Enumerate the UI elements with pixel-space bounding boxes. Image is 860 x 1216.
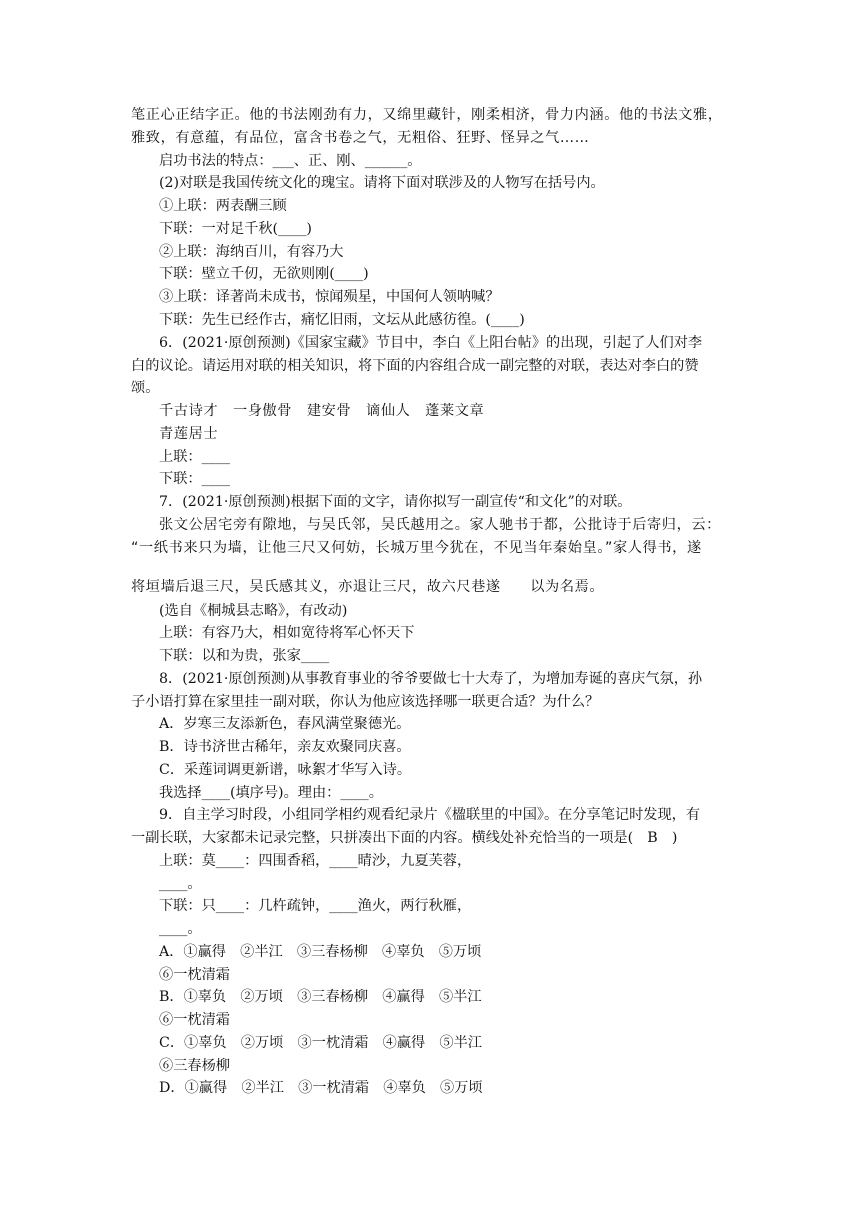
option-c: C．①辜负 ②万顷 ③一枕清霜 ④赢得 ⑤半江: [159, 1035, 482, 1051]
question-9-text: 9．自主学习时段，小组同学相约观看纪录片《楹联里的中国》。在分享笔记时发现，有: [159, 807, 701, 823]
couplet-line: ①上联：两表酬三顾: [159, 198, 287, 214]
passage-line: 雅致，有意蕴，有品位，富含书卷之气，无粗俗、狂野、怪异之气……: [131, 130, 590, 146]
option-c: C．采莲词调更新谱，咏絮才华写入诗。: [159, 762, 412, 778]
couplet-line: ____。: [159, 921, 202, 937]
couplet-line: 上联：有容乃大，相如宽待将军心怀天下: [159, 625, 415, 641]
couplet-line: 下联：壁立千仞，无欲则刚(____): [159, 266, 369, 282]
question-6-text: 颂。: [131, 380, 160, 396]
couplet-line: ____。: [159, 876, 202, 892]
source-note: (选自《桐城县志略》，有改动): [159, 603, 348, 619]
question-6-text: 白的议论。请运用对联的相关知识，将下面的内容组合成一副完整的对联，表达对李白的赞: [131, 358, 699, 374]
option-b: ⑥一枕清霜: [159, 1012, 230, 1028]
couplet-line: ②上联：海纳百川，有容乃大: [159, 244, 344, 260]
passage-line: 将垣墙后退三尺，吴氏感其义，亦退让三尺，故六尺巷遂 以为名焉。: [131, 579, 605, 595]
word-bank: 青莲居士: [159, 426, 219, 442]
passage-line: 张文公居宅旁有隙地，与吴氏邻，吴氏越用之。家人驰书于都，公批诗于后寄归，云：: [159, 517, 721, 533]
option-a: A．①赢得 ②半江 ③三春杨柳 ④辜负 ⑤万顷: [159, 944, 482, 960]
question-9-text: 一副长联，大家都未记录完整，只拼凑出下面的内容。横线处补充恰当的一项是( B ): [131, 830, 678, 846]
question-text: (2)对联是我国传统文化的瑰宝。请将下面对联涉及的人物写在括号内。: [159, 175, 605, 191]
word-bank: 千古诗才 一身傲骨 建安骨 谪仙人 蓬莱文章: [159, 403, 485, 419]
question-blank-line: 启功书法的特点：___、正、刚、______。: [159, 153, 422, 169]
question-8-text: 8．(2021·原创预测)从事教育事业的爷爷要做七十大寿了，为增加寿诞的喜庆气氛，孙: [159, 671, 703, 687]
option-a: A．岁寒三友添新色，春风满堂聚德光。: [159, 716, 411, 732]
couplet-line: 下联：以和为贵，张家____: [159, 648, 330, 664]
couplet-line: 下联：只____：几杵疏钟，____渔火，两行秋雁，: [159, 898, 472, 914]
question-6-text: 6．(2021·原创预测)《国家宝藏》节目中，李白《上阳台帖》的出现，引起了人们对李: [159, 335, 703, 351]
couplet-line: 下联：先生已经作古，痛忆旧雨，文坛从此感彷徨。(____): [159, 312, 525, 328]
option-d: D．①赢得 ②半江 ③一枕清霜 ④辜负 ⑤万顷: [159, 1080, 483, 1096]
option-c: ⑥三春杨柳: [159, 1058, 230, 1074]
option-a: ⑥一枕清霜: [159, 967, 230, 983]
answer-line: 下联：____: [159, 471, 230, 487]
couplet-line: 下联：一对足千秋(____): [159, 221, 312, 237]
couplet-line: ③上联：译著尚未成书，惊闻殒星，中国何人领呐喊？: [159, 289, 500, 305]
question-8-text: 子小语打算在家里挂一副对联，你认为他应该选择哪一联更合适？为什么？: [131, 694, 600, 710]
passage-line: “一纸书来只为墙，让他三尺又何妨，长城万里今犹在，不见当年秦始皇。”家人得书，遂: [131, 540, 702, 556]
option-b: B．诗书济世古稀年，亲友欢聚同庆喜。: [159, 739, 411, 755]
answer-line: 我选择____(填序号)。理由：____。: [159, 785, 383, 801]
couplet-line: 上联：莫____：四围香稻，____晴沙，九夏芙蓉，: [159, 853, 472, 869]
answer-line: 上联：____: [159, 449, 230, 465]
question-7-text: 7．(2021·原创预测)根据下面的文字，请你拟写一副宣传“和文化”的对联。: [159, 494, 632, 510]
passage-line: 笔正心正结字正。他的书法刚劲有力，又绵里藏针，刚柔相济，骨力内涵。他的书法文雅，: [131, 107, 723, 123]
option-b: B．①辜负 ②万顷 ③三春杨柳 ④赢得 ⑤半江: [159, 989, 482, 1005]
